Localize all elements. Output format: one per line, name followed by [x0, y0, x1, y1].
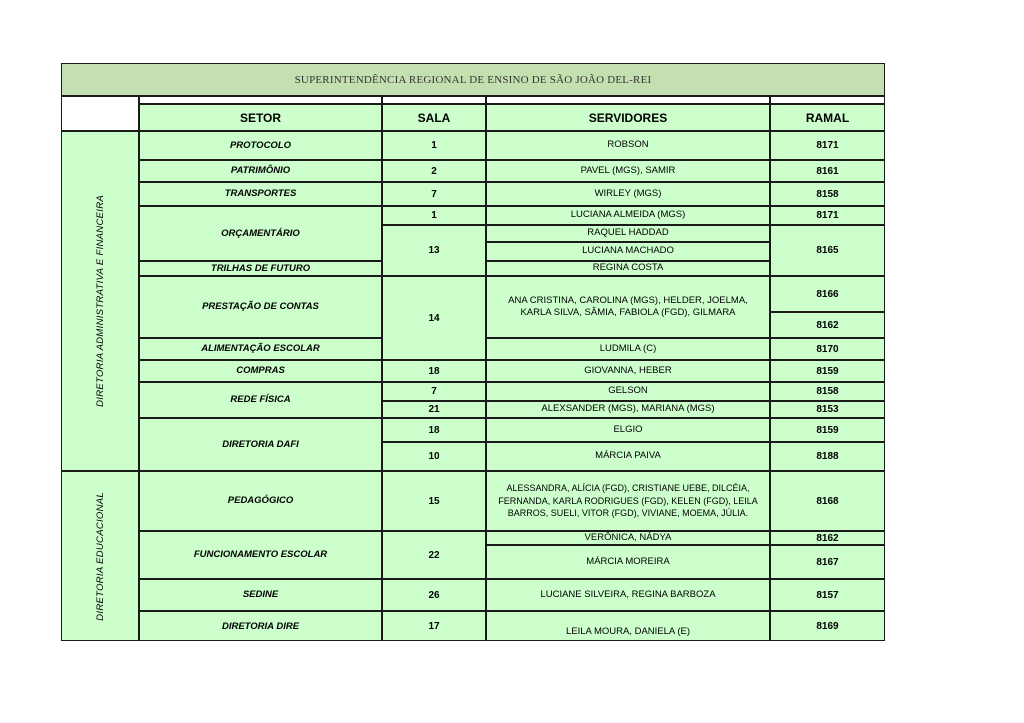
ramal-cell: 8161: [770, 160, 885, 182]
sala-cell: 17: [382, 611, 486, 641]
ramal-cell: 8171: [770, 131, 885, 160]
ramal-cell: 8153: [770, 401, 885, 418]
setor-cell: SEDINE: [139, 579, 382, 611]
servidores-cell: PAVEL (MGS), SAMIR: [486, 160, 770, 182]
servidores-cell: MÁRCIA MOREIRA: [486, 545, 770, 579]
ramal-cell: 8167: [770, 545, 885, 579]
ramal-cell: 8157: [770, 579, 885, 611]
ramal-cell: 8166: [770, 276, 885, 312]
sala-cell: 22: [382, 531, 486, 579]
servidores-cell: ALESSANDRA, ALÍCIA (FGD), CRISTIANE UEBE, DILCÉIA, FERNANDA, KARLA RODRIGUES (FGD), KELEN (FGD), LEILA BARROS, SUELI, VITOR (FGD), VIVIANE, MOEMA, JÚLIA.: [486, 471, 770, 531]
setor-cell: FUNCIONAMENTO ESCOLAR: [139, 531, 382, 579]
header-spacer: [61, 96, 139, 131]
setor-cell: DIRETORIA DIRE: [139, 611, 382, 641]
ramal-cell: 8159: [770, 418, 885, 442]
setor-cell: COMPRAS: [139, 360, 382, 382]
servidores-cell: WIRLEY (MGS): [486, 182, 770, 206]
header-setor: SETOR: [139, 104, 382, 131]
servidores-cell: ROBSON: [486, 131, 770, 160]
servidores-cell: ALEXSANDER (MGS), MARIANA (MGS): [486, 401, 770, 418]
ramal-cell: 8158: [770, 382, 885, 401]
ramal-cell: 8169: [770, 611, 885, 641]
sala-cell: 18: [382, 418, 486, 442]
setor-cell: REDE FÍSICA: [139, 382, 382, 418]
sala-cell: 13: [382, 225, 486, 276]
directorate-educacional: [61, 471, 139, 641]
sala-cell: 2: [382, 160, 486, 182]
ramal-cell: 8162: [770, 312, 885, 338]
sala-cell: 1: [382, 206, 486, 225]
header-servidores: SERVIDORES: [486, 104, 770, 131]
setor-cell: ORÇAMENTÁRIO: [139, 206, 382, 261]
servidores-cell: LEILA MOURA, DANIELA (E): [486, 611, 770, 641]
directorate-label: DIRETORIA EDUCACIONAL: [94, 491, 106, 621]
setor-cell: DIRETORIA DAFI: [139, 418, 382, 471]
sala-cell: 21: [382, 401, 486, 418]
sala-cell: 7: [382, 182, 486, 206]
setor-cell: ALIMENTAÇÃO ESCOLAR: [139, 338, 382, 360]
servidores-cell: VERÔNICA, NÁDYA: [486, 531, 770, 545]
header-spacer: [486, 96, 770, 104]
setor-cell: PRESTAÇÃO DE CONTAS: [139, 276, 382, 338]
sala-cell: 1: [382, 131, 486, 160]
directorate-dafi: [61, 131, 139, 471]
setor-cell: PATRIMÔNIO: [139, 160, 382, 182]
servidores-cell: RAQUEL HADDAD: [486, 225, 770, 242]
servidores-cell: ANA CRISTINA, CAROLINA (MGS), HELDER, JOELMA, KARLA SILVA, SÂMIA, FABIOLA (FGD), GILMARA: [486, 276, 770, 338]
sala-cell: 10: [382, 442, 486, 471]
ramal-cell: 8158: [770, 182, 885, 206]
header-ramal: RAMAL: [770, 104, 885, 131]
ramal-cell: 8188: [770, 442, 885, 471]
sheet-title: SUPERINTENDÊNCIA REGIONAL DE ENSINO DE SÃO JOÃO DEL-REI: [61, 63, 885, 96]
servidores-cell: ELGIO: [486, 418, 770, 442]
setor-cell: PEDAGÓGICO: [139, 471, 382, 531]
header-sala: SALA: [382, 104, 486, 131]
ramal-cell: 8162: [770, 531, 885, 545]
sala-cell: 7: [382, 382, 486, 401]
ramal-cell: 8168: [770, 471, 885, 531]
servidores-cell: LUDMILA (C): [486, 338, 770, 360]
setor-cell: TRANSPORTES: [139, 182, 382, 206]
sala-cell: 15: [382, 471, 486, 531]
header-spacer: [139, 96, 382, 104]
servidores-cell: REGINA COSTA: [486, 261, 770, 276]
servidores-cell: GELSON: [486, 382, 770, 401]
header-spacer: [770, 96, 885, 104]
sala-cell: 18: [382, 360, 486, 382]
servidores-cell: MÁRCIA PAIVA: [486, 442, 770, 471]
header-spacer: [382, 96, 486, 104]
servidores-cell: GIOVANNA, HEBER: [486, 360, 770, 382]
setor-cell: TRILHAS DE FUTURO: [139, 261, 382, 276]
ramal-cell: 8165: [770, 225, 885, 276]
sala-cell: 26: [382, 579, 486, 611]
ramal-cell: 8170: [770, 338, 885, 360]
servidores-cell: LUCIANA MACHADO: [486, 242, 770, 261]
setor-cell: PROTOCOLO: [139, 131, 382, 160]
directorate-label: DIRETORIA ADMINISTRATIVA E FINANCEIRA: [94, 195, 106, 407]
ramal-cell: 8171: [770, 206, 885, 225]
servidores-cell: LUCIANA ALMEIDA (MGS): [486, 206, 770, 225]
sala-cell: 14: [382, 276, 486, 360]
ramal-cell: 8159: [770, 360, 885, 382]
servidores-cell: LUCIANE SILVEIRA, REGINA BARBOZA: [486, 579, 770, 611]
